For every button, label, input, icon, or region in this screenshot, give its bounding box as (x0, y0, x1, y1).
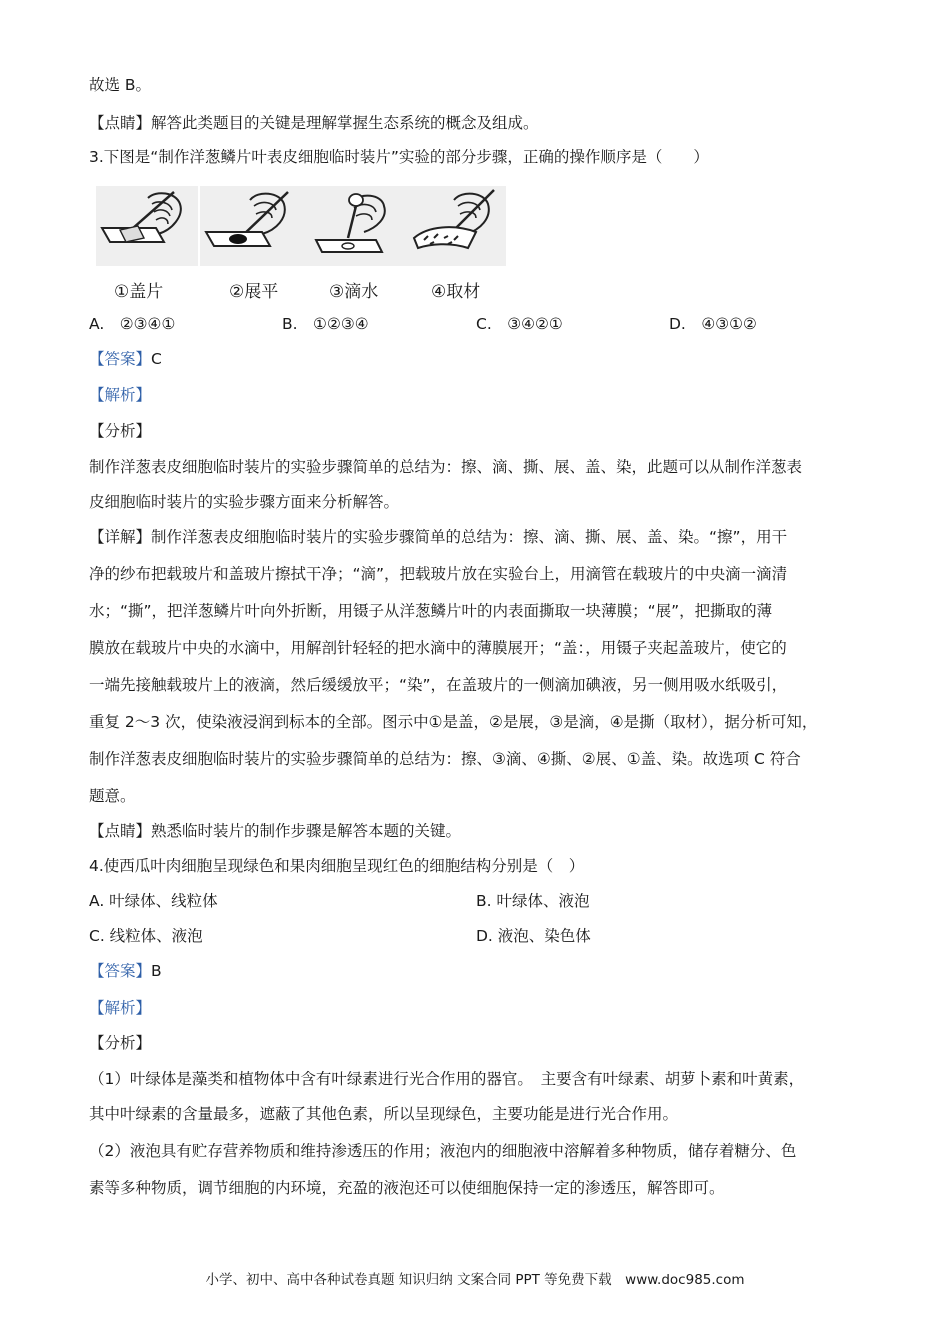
q3-detail-line: 净的纱布把载玻片和盖玻片擦拭干净；“滴”，把载玻片放在实验台上，用滴管在载玻片的中央滴一滴清 (89, 565, 788, 583)
note-tag: 【点睛】 (89, 822, 152, 840)
prev-conclusion: 故选 B。 (89, 76, 152, 94)
q4-option-d: D. 液泡、染色体 (476, 927, 591, 945)
q3-option-d: D. ④③①② (669, 315, 757, 333)
q3-option-a: A. ②③④① (89, 315, 176, 333)
q4-answer (89, 960, 162, 982)
caption-take-material: ④取材 (431, 282, 481, 302)
q3-fenxi-line: 皮细胞临时装片的实验步骤方面来分析解答。 (89, 493, 400, 511)
q3-detail-line: 一端先接触载玻片上的液滴，然后缓缓放平；“染”，在盖玻片的一侧滴加碘液，另一侧用吸水纸吸引， (89, 676, 788, 694)
note-tag: 【点睛】 (89, 114, 152, 132)
q3-note (89, 820, 461, 842)
answer-tag: 【答案】 (89, 962, 152, 980)
detail-text: 制作洋葱表皮细胞临时装片的实验步骤简单的总结为：擦、滴、撕、展、盖、染。“擦”，用干 (151, 528, 788, 546)
q3-stem: 3.下图是“制作洋葱鳞片叶表皮细胞临时装片”实验的部分步骤，正确的操作顺序是（ ） (89, 148, 709, 166)
caption-flatten: ②展平 (229, 282, 279, 302)
q3-detail-line: 重复 2～3 次，使染液浸润到标本的全部。图示中①是盖，②是展，③是滴，④是撕（取材），据分析可知， (89, 713, 818, 731)
q3-option-b: B. ①②③④ (282, 315, 369, 333)
q3-analysis-tag: 【解析】 (89, 386, 152, 404)
q3-fenxi-line: 制作洋葱表皮细胞临时装片的实验步骤简单的总结为：擦、滴、撕、展、盖、染，此题可以从制作洋葱表 (89, 458, 803, 476)
q4-stem: 4.使西瓜叶肉细胞呈现绿色和果肉细胞呈现红色的细胞结构分别是（ ） (89, 857, 585, 875)
answer-value: C (151, 350, 162, 368)
q3-detail-line: 制作洋葱表皮细胞临时装片的实验步骤简单的总结为：擦、③滴、④撕、②展、①盖、染。故选项 C 符合 (89, 750, 801, 768)
step-cover-slip-image (96, 186, 198, 266)
answer-value: B (151, 962, 162, 980)
step-take-material-image (404, 186, 506, 266)
note-text: 熟悉临时装片的制作步骤是解答本题的关键。 (151, 822, 462, 840)
q4-option-c: C. 线粒体、液泡 (89, 927, 203, 945)
caption-cover-slip: ①盖片 (114, 282, 164, 302)
q3-detail-line: 膜放在载玻片中央的水滴中，用解剖针轻轻的把水滴中的薄膜展开；“盖：，用镊子夹起盖玻片，使它的 (89, 639, 787, 657)
q4-option-b: B. 叶绿体、液泡 (476, 892, 590, 910)
q3-detail-line: 水；“撕”，把洋葱鳞片叶向外折断，用镊子从洋葱鳞片叶的内表面撕取一块薄膜；“展”，把撕取的薄 (89, 602, 773, 620)
q4-analysis-tag: 【解析】 (89, 999, 152, 1017)
prev-note (89, 112, 539, 134)
q3-answer (89, 348, 162, 370)
q3-detail-line: 题意。 (89, 787, 136, 805)
detail-tag: 【详解】 (89, 528, 152, 546)
answer-tag: 【答案】 (89, 350, 152, 368)
caption-drop-water: ③滴水 (329, 282, 379, 302)
q3-option-c: C. ③④②① (476, 315, 563, 333)
q4-option-a: A. 叶绿体、线粒体 (89, 892, 218, 910)
q4-fenxi-line: 素等多种物质，调节细胞的内环境，充盈的液泡还可以使细胞保持一定的渗透压，解答即可。 (89, 1179, 725, 1197)
q3-figure (96, 186, 508, 306)
note-text: 解答此类题目的关键是理解掌握生态系统的概念及组成。 (151, 114, 539, 132)
q4-fenxi-line: 其中叶绿素的含量最多，遮蔽了其他色素，所以呈现绿色，主要功能是进行光合作用。 (89, 1105, 679, 1123)
q4-fenxi-line: （2）液泡具有贮存营养物质和维持渗透压的作用；液泡内的细胞液中溶解着多种物质，储存着糖分、色 (89, 1142, 797, 1160)
q3-detail-line (89, 526, 787, 548)
step-drop-water-image (302, 186, 404, 266)
page-footer: 小学、初中、高中各种试卷真题 知识归纳 文案合同 PPT 等免费下载 www.doc985.com (205, 1272, 745, 1288)
q4-fenxi-tag: 【分析】 (89, 1034, 152, 1052)
q3-fenxi-tag: 【分析】 (89, 422, 152, 440)
q4-fenxi-line: （1）叶绿体是藻类和植物体中含有叶绿素进行光合作用的器官。 主要含有叶绿素、胡萝卜素和叶黄素， (89, 1070, 805, 1088)
step-flatten-image (200, 186, 302, 266)
